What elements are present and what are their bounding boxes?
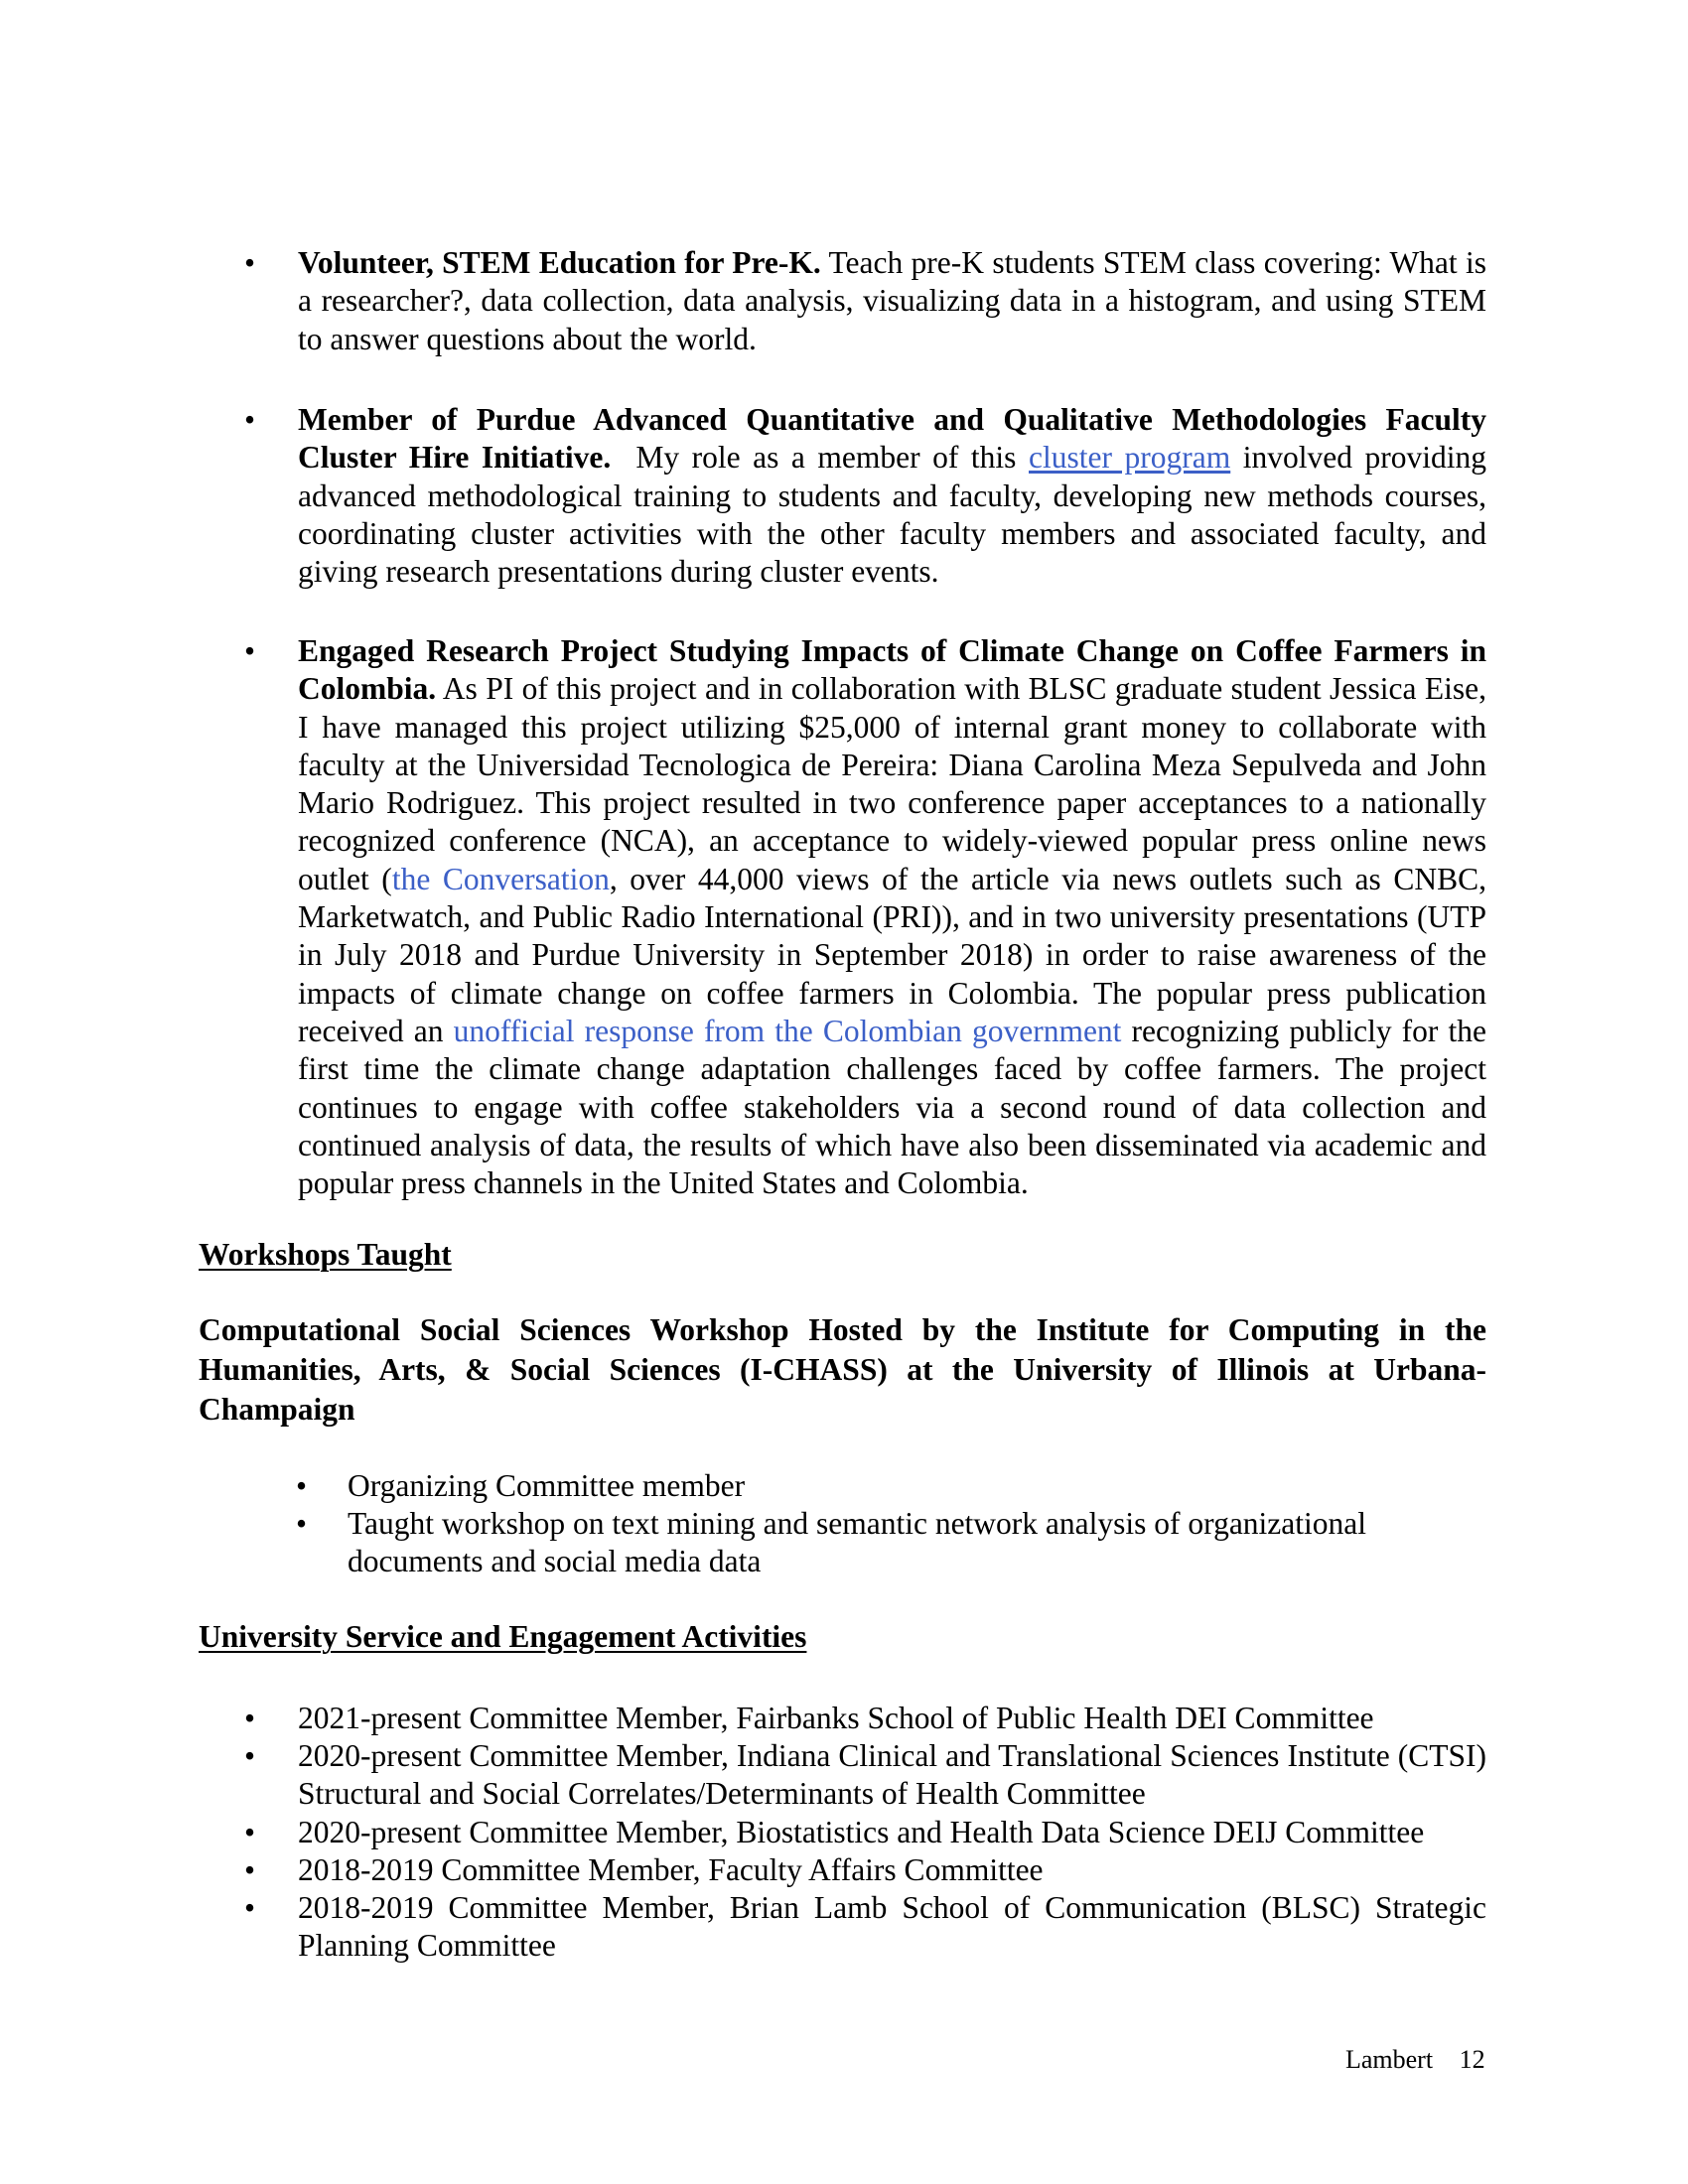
bullet-icon: • bbox=[244, 633, 256, 668]
bullet-icon: • bbox=[244, 1701, 256, 1735]
colombian-government-response-link[interactable]: unofficial response from the Colombian government bbox=[453, 1013, 1122, 1048]
bullet-text: , over 44,000 views of the article via news outlets such as CNBC, Marketwatch, and Public Radio International (PRI)), and in two university presentations (UTP in July 2018 and Purdue University in September 2018) in order to raise awareness of the impacts of climate change on coffee farmers in Colombia. The popular press publication received an bbox=[298, 861, 1486, 1048]
bullet-purdue-cluster bbox=[298, 401, 1486, 591]
bullet-icon: • bbox=[244, 1852, 256, 1887]
bullet-icon: • bbox=[244, 1738, 256, 1773]
the-conversation-link[interactable]: the Conversation bbox=[391, 861, 610, 896]
workshop-title: Computational Social Sciences Workshop Hosted by the Institute for Computing in the Humanities, Arts, & Social Sciences (I-CHASS) at the University of Illinois at Urbana-Champaign bbox=[199, 1312, 1486, 1427]
bullet-title: Engaged Research Project Studying Impacts of Climate Change on Coffee Farmers in Colombia. bbox=[298, 633, 1486, 707]
cluster-program-link[interactable]: cluster program bbox=[1029, 440, 1231, 476]
bullet-icon: • bbox=[244, 402, 256, 437]
bullet-icon: • bbox=[244, 1890, 256, 1925]
bullet-coffee-project bbox=[298, 632, 1486, 1202]
service-item: 2018-2019 Committee Member, Brian Lamb School of Communication (BLSC) Strategic Planning Committee bbox=[298, 1890, 1486, 1964]
service-item: 2020-present Committee Member, Biostatistics and Health Data Science DEIJ Committee bbox=[298, 1815, 1425, 1849]
bullet-text: recognizing publicly for the first time the climate change adaptation challenges faced by coffee farmers. The project continues to engage with coffee stakeholders via a second round of data collection and continued analysis of data, the results of which have also been disseminated via academic and popular press channels in the United States and Colombia. bbox=[298, 1013, 1487, 1201]
workshops-heading: Workshops Taught bbox=[199, 1237, 452, 1272]
bullet-title: Volunteer, STEM Education for Pre-K. bbox=[298, 245, 821, 280]
page-number: 12 bbox=[1459, 2045, 1485, 2074]
bullet-text: As PI of this project and in collaboration with BLSC graduate student Jessica Eise, I have managed this project utilizing $25,000 of internal grant money to collaborate with faculty at the Universidad Tecnologica de Pereira: Diana Carolina Meza Sepulveda and John Mario Rodriguez. This project resulted in two conference paper acceptances to a nationally recognized conference (NCA), an acceptance to widely-viewed popular press online news outlet ( bbox=[298, 671, 1487, 896]
bullet-text: My role as a member of this bbox=[635, 440, 1017, 476]
workshop-item: Organizing Committee member bbox=[348, 1468, 746, 1503]
bullet-icon: • bbox=[244, 245, 256, 280]
bullet-icon: • bbox=[244, 1815, 256, 1849]
bullet-title: Member of Purdue Advanced Quantitative and Qualitative Methodologies Faculty Cluster Hire Initiative. bbox=[298, 402, 1486, 476]
workshop-item: Taught workshop on text mining and semantic network analysis of organizational documents and social media data bbox=[348, 1506, 1366, 1579]
page-footer bbox=[1345, 2045, 1485, 2075]
service-item: 2020-present Committee Member, Indiana Clinical and Translational Sciences Institute (CTSI) Structural and Social Correlates/Determinants of Health Committee bbox=[298, 1738, 1486, 1812]
footer-author: Lambert bbox=[1345, 2045, 1434, 2074]
bullet-icon: • bbox=[296, 1468, 308, 1503]
bullet-text: involved providing advanced methodological training to students and faculty, developing new methods courses, coordinating cluster activities with the other faculty members and associated faculty, and giving research presentations during cluster events. bbox=[298, 440, 1487, 590]
service-heading: University Service and Engagement Activities bbox=[199, 1619, 807, 1654]
service-item: 2021-present Committee Member, Fairbanks School of Public Health DEI Committee bbox=[298, 1701, 1374, 1735]
bullet-stem-volunteer bbox=[298, 244, 1486, 358]
bullet-icon: • bbox=[296, 1506, 308, 1541]
bullet-text: Teach pre-K students STEM class covering: What is a researcher?, data collection, data analysis, visualizing data in a histogram, and using STEM to answer questions about the world. bbox=[298, 245, 1486, 356]
service-item: 2018-2019 Committee Member, Faculty Affairs Committee bbox=[298, 1852, 1044, 1887]
